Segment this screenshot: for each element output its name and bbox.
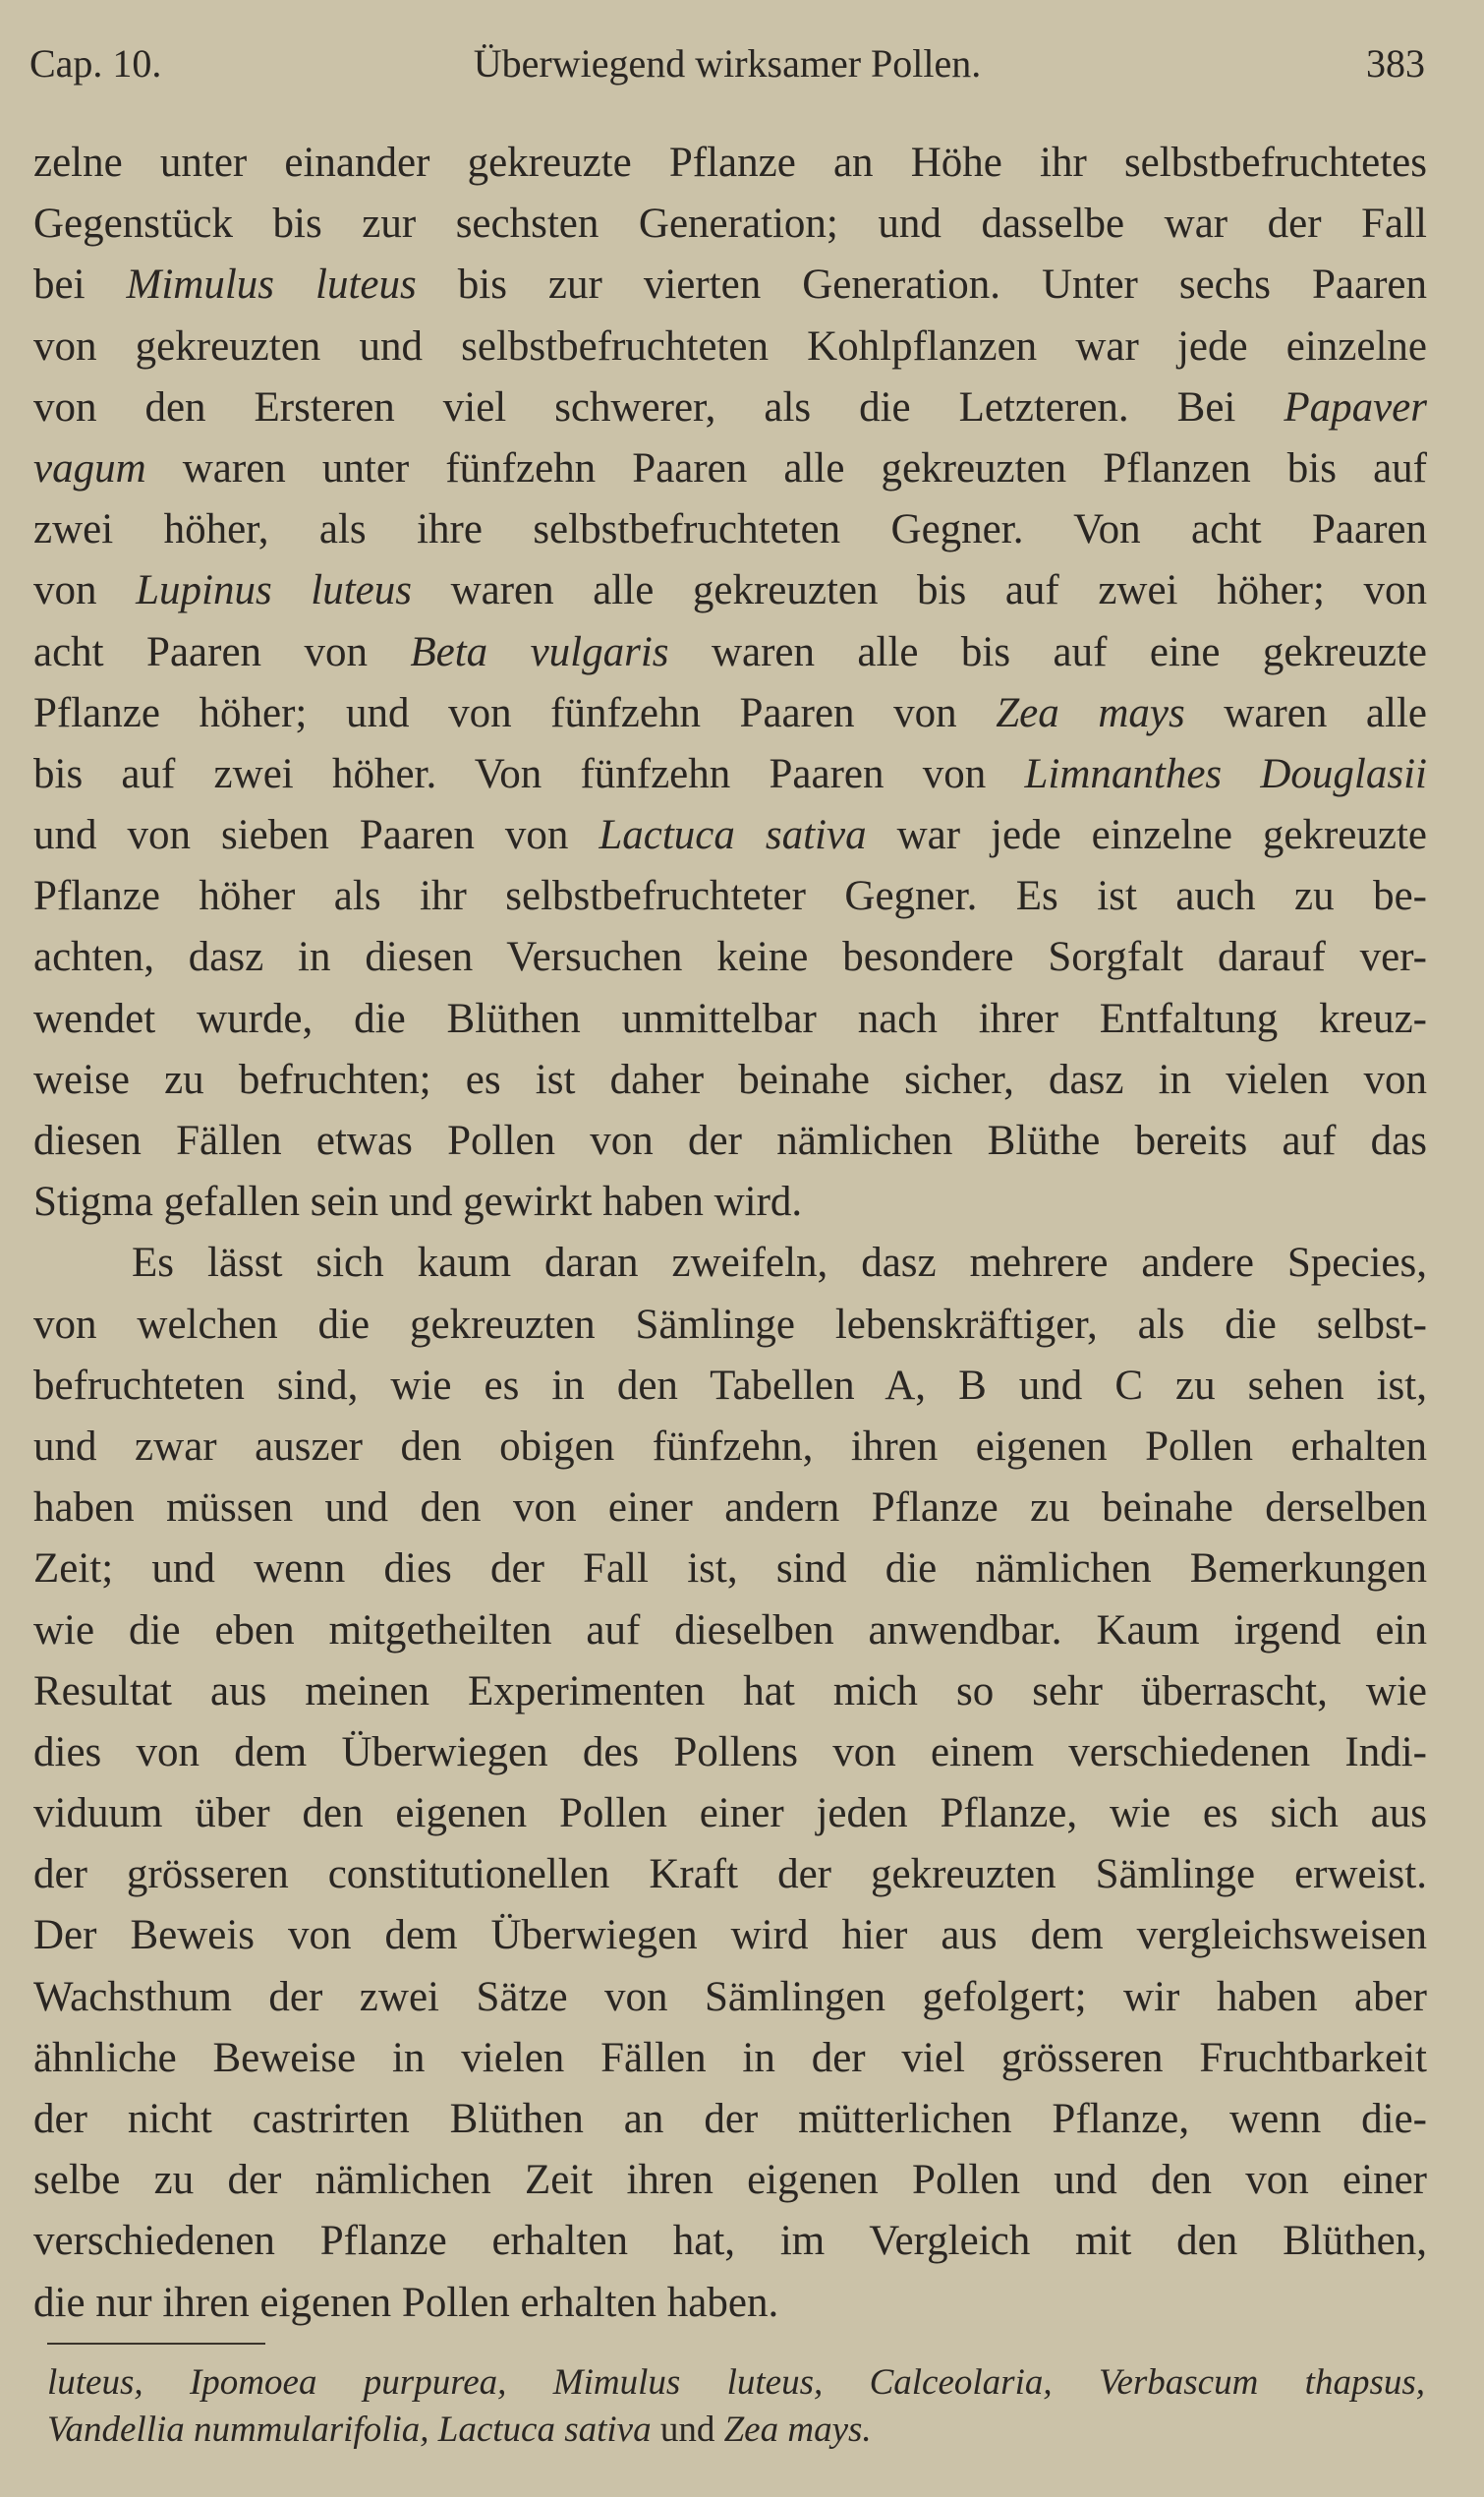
text-line [33,133,1427,194]
text-span: ähnliche Beweise in vielen Fällen in der viel grösseren Fruchtbarkeit [33,2034,1427,2081]
text-line [33,1539,1427,1599]
text-span: und [651,2410,724,2450]
text-span: Pflanze höher als ihr selbstbefruchteter Gegner. Es ist auch zu be- [33,873,1427,920]
text-line [33,683,1427,744]
text-line [33,1111,1427,1172]
text-span: der nicht castrirten Blüthen an der mütterlichen Pflanze, wenn die- [33,2096,1427,2142]
italic-span: Vandellia nummularifolia, Lactuca sativa [47,2410,652,2450]
italic-span: Mimulus luteus [126,261,417,309]
text-span: von welchen die gekreuzten Sämlinge lebenskräftiger, als die selbst- [33,1301,1427,1348]
text-span: Gegenstück bis zur sechsten Generation; und dasselbe war der Fall [33,201,1427,248]
text-span: von gekreuzten und selbstbefruchteten Kohlpflanzen war jede einzelne [33,322,1427,370]
text-line [33,317,1427,377]
text-span: zelne unter einander gekreuzte Pflanze an Höhe ihr selbstbefruchtetes [33,140,1427,186]
text-line [33,1967,1427,2028]
text-span: diesen Fällen etwas Pollen von der nämlichen Blüthe bereits auf das [33,1118,1427,1164]
text-span: bis auf zwei höher. Von fünfzehn Paaren von [33,750,1025,797]
text-line [33,1661,1427,1722]
text-span: Resultat aus meinen Experimenten hat mich so sehr überrascht, wie [33,1667,1427,1714]
text-span: bis zur vierten Generation. Unter sechs Paaren [416,261,1427,309]
text-span: der grösseren constitutionellen Kraft der gekreuzten Sämlinge erweist. [33,1851,1427,1898]
text-span: und zwar auszer den obigen fünfzehn, ihren eigenen Pollen erhalten [33,1423,1427,1470]
text-span: Es lässt sich kaum daran zweifeln, dasz mehrere andere Species, [132,1240,1427,1287]
italic-span: luteus, Ipomoea purpurea, Mimulus luteus, Calceolaria, Verbascum thapsus, [47,2362,1425,2403]
running-header [29,39,1425,88]
text-span: wendet wurde, die Blüthen unmittelbar nach ihrer Entfaltung kreuz- [33,995,1427,1042]
text-span: viduum über den eigenen Pollen einer jeden Pflanze, wie es sich aus [33,1790,1427,1837]
italic-span: Lactuca sativa [599,812,867,859]
text-line [33,1478,1427,1539]
italic-span: vagum [33,444,146,492]
text-line [33,1722,1427,1783]
text-line [33,1844,1427,1905]
text-span: bei [33,261,127,309]
text-line [33,1050,1427,1111]
text-line [33,805,1427,866]
text-line [33,989,1427,1050]
text-span: und von sieben Paaren von [33,812,599,859]
text-span: von [33,567,137,614]
text-span: waren unter fünfzehn Paaren alle gekreuzten Pflanzen bis auf [145,444,1427,492]
running-title: Überwiegend wirksamer Pollen. [473,41,982,86]
text-line [33,1295,1427,1356]
italic-span: Lupinus luteus [136,567,412,614]
text-line [33,1356,1427,1417]
text-span: selbe zu der nämlichen Zeit ihren eigenen Pollen und den von einer [33,2157,1427,2204]
italic-span: Limnanthes Douglasii [1024,750,1427,797]
text-span: von den Ersteren viel schwerer, als die Letzteren. Bei [33,383,1284,431]
text-span: Der Beweis von dem Überwiegen wird hier aus dem vergleichsweisen [33,1912,1427,1959]
text-line [33,560,1427,621]
text-line [33,438,1427,499]
text-line [33,1783,1427,1844]
footnote-line [47,2407,1425,2454]
text-line [33,1905,1427,1966]
text-span: dies von dem Überwiegen des Pollens von einem verschiedenen Indi- [33,1728,1427,1775]
footnote-rule [47,2343,265,2345]
text-line [33,927,1427,988]
text-line [33,1600,1427,1661]
text-line [33,194,1427,255]
body-text [33,133,1427,2334]
text-line [33,2089,1427,2150]
text-line [33,255,1427,316]
text-line [33,2211,1427,2272]
italic-span: Zea mays. [723,2410,872,2450]
text-span: weise zu befruchten; es ist daher beinahe sicher, dasz in vielen von [33,1056,1427,1103]
text-line [33,1417,1427,1478]
text-span: die nur ihren eigenen Pollen erhalten haben. [33,2279,779,2326]
text-line [33,2028,1427,2089]
text-span: zwei höher, als ihre selbstbefruchteten Gegner. Von acht Paaren [33,506,1427,553]
text-span: waren alle gekreuzten bis auf zwei höher; von [412,567,1427,614]
text-span: achten, dasz in diesen Versuchen keine besondere Sorgfalt darauf ver- [33,934,1427,981]
text-span: waren alle [1184,689,1427,736]
text-line [33,2273,1427,2334]
text-span: haben müssen und den von einer andern Pflanze zu beinahe derselben [33,1484,1427,1532]
text-line [33,744,1427,805]
text-line [33,377,1427,438]
text-span: war jede einzelne gekreuzte [866,812,1427,859]
text-line [33,1172,1427,1233]
text-line [33,622,1427,683]
text-span: Pflanze höher; und von fünfzehn Paaren von [33,689,997,736]
text-span: wie die eben mitgetheilten auf dieselben anwendbar. Kaum irgend ein [33,1606,1427,1654]
text-span: acht Paaren von [33,628,411,675]
footnote-line [47,2359,1425,2407]
text-span: verschiedenen Pflanze erhalten hat, im Vergleich mit den Blüthen, [33,2218,1427,2265]
footnote [47,2359,1425,2454]
text-span: Stigma gefallen sein und gewirkt haben wird. [33,1179,803,1226]
page-number: 383 [1366,41,1425,86]
italic-span: Beta vulgaris [410,628,669,675]
italic-span: Zea mays [996,689,1185,736]
text-line [33,499,1427,560]
text-span: Wachsthum der zwei Sätze von Sämlingen gefolgert; wir haben aber [33,1973,1427,2020]
italic-span: Papaver [1284,383,1427,431]
chapter-label: Cap. 10. [29,41,162,86]
text-line [33,1233,1427,1294]
text-span: Zeit; und wenn dies der Fall ist, sind die nämlichen Bemerkungen [33,1545,1427,1593]
text-line [33,866,1427,927]
text-span: befruchteten sind, wie es in den Tabellen A, B und C zu sehen ist, [33,1362,1427,1409]
text-line [33,2150,1427,2211]
text-span: waren alle bis auf eine gekreuzte [668,628,1427,675]
